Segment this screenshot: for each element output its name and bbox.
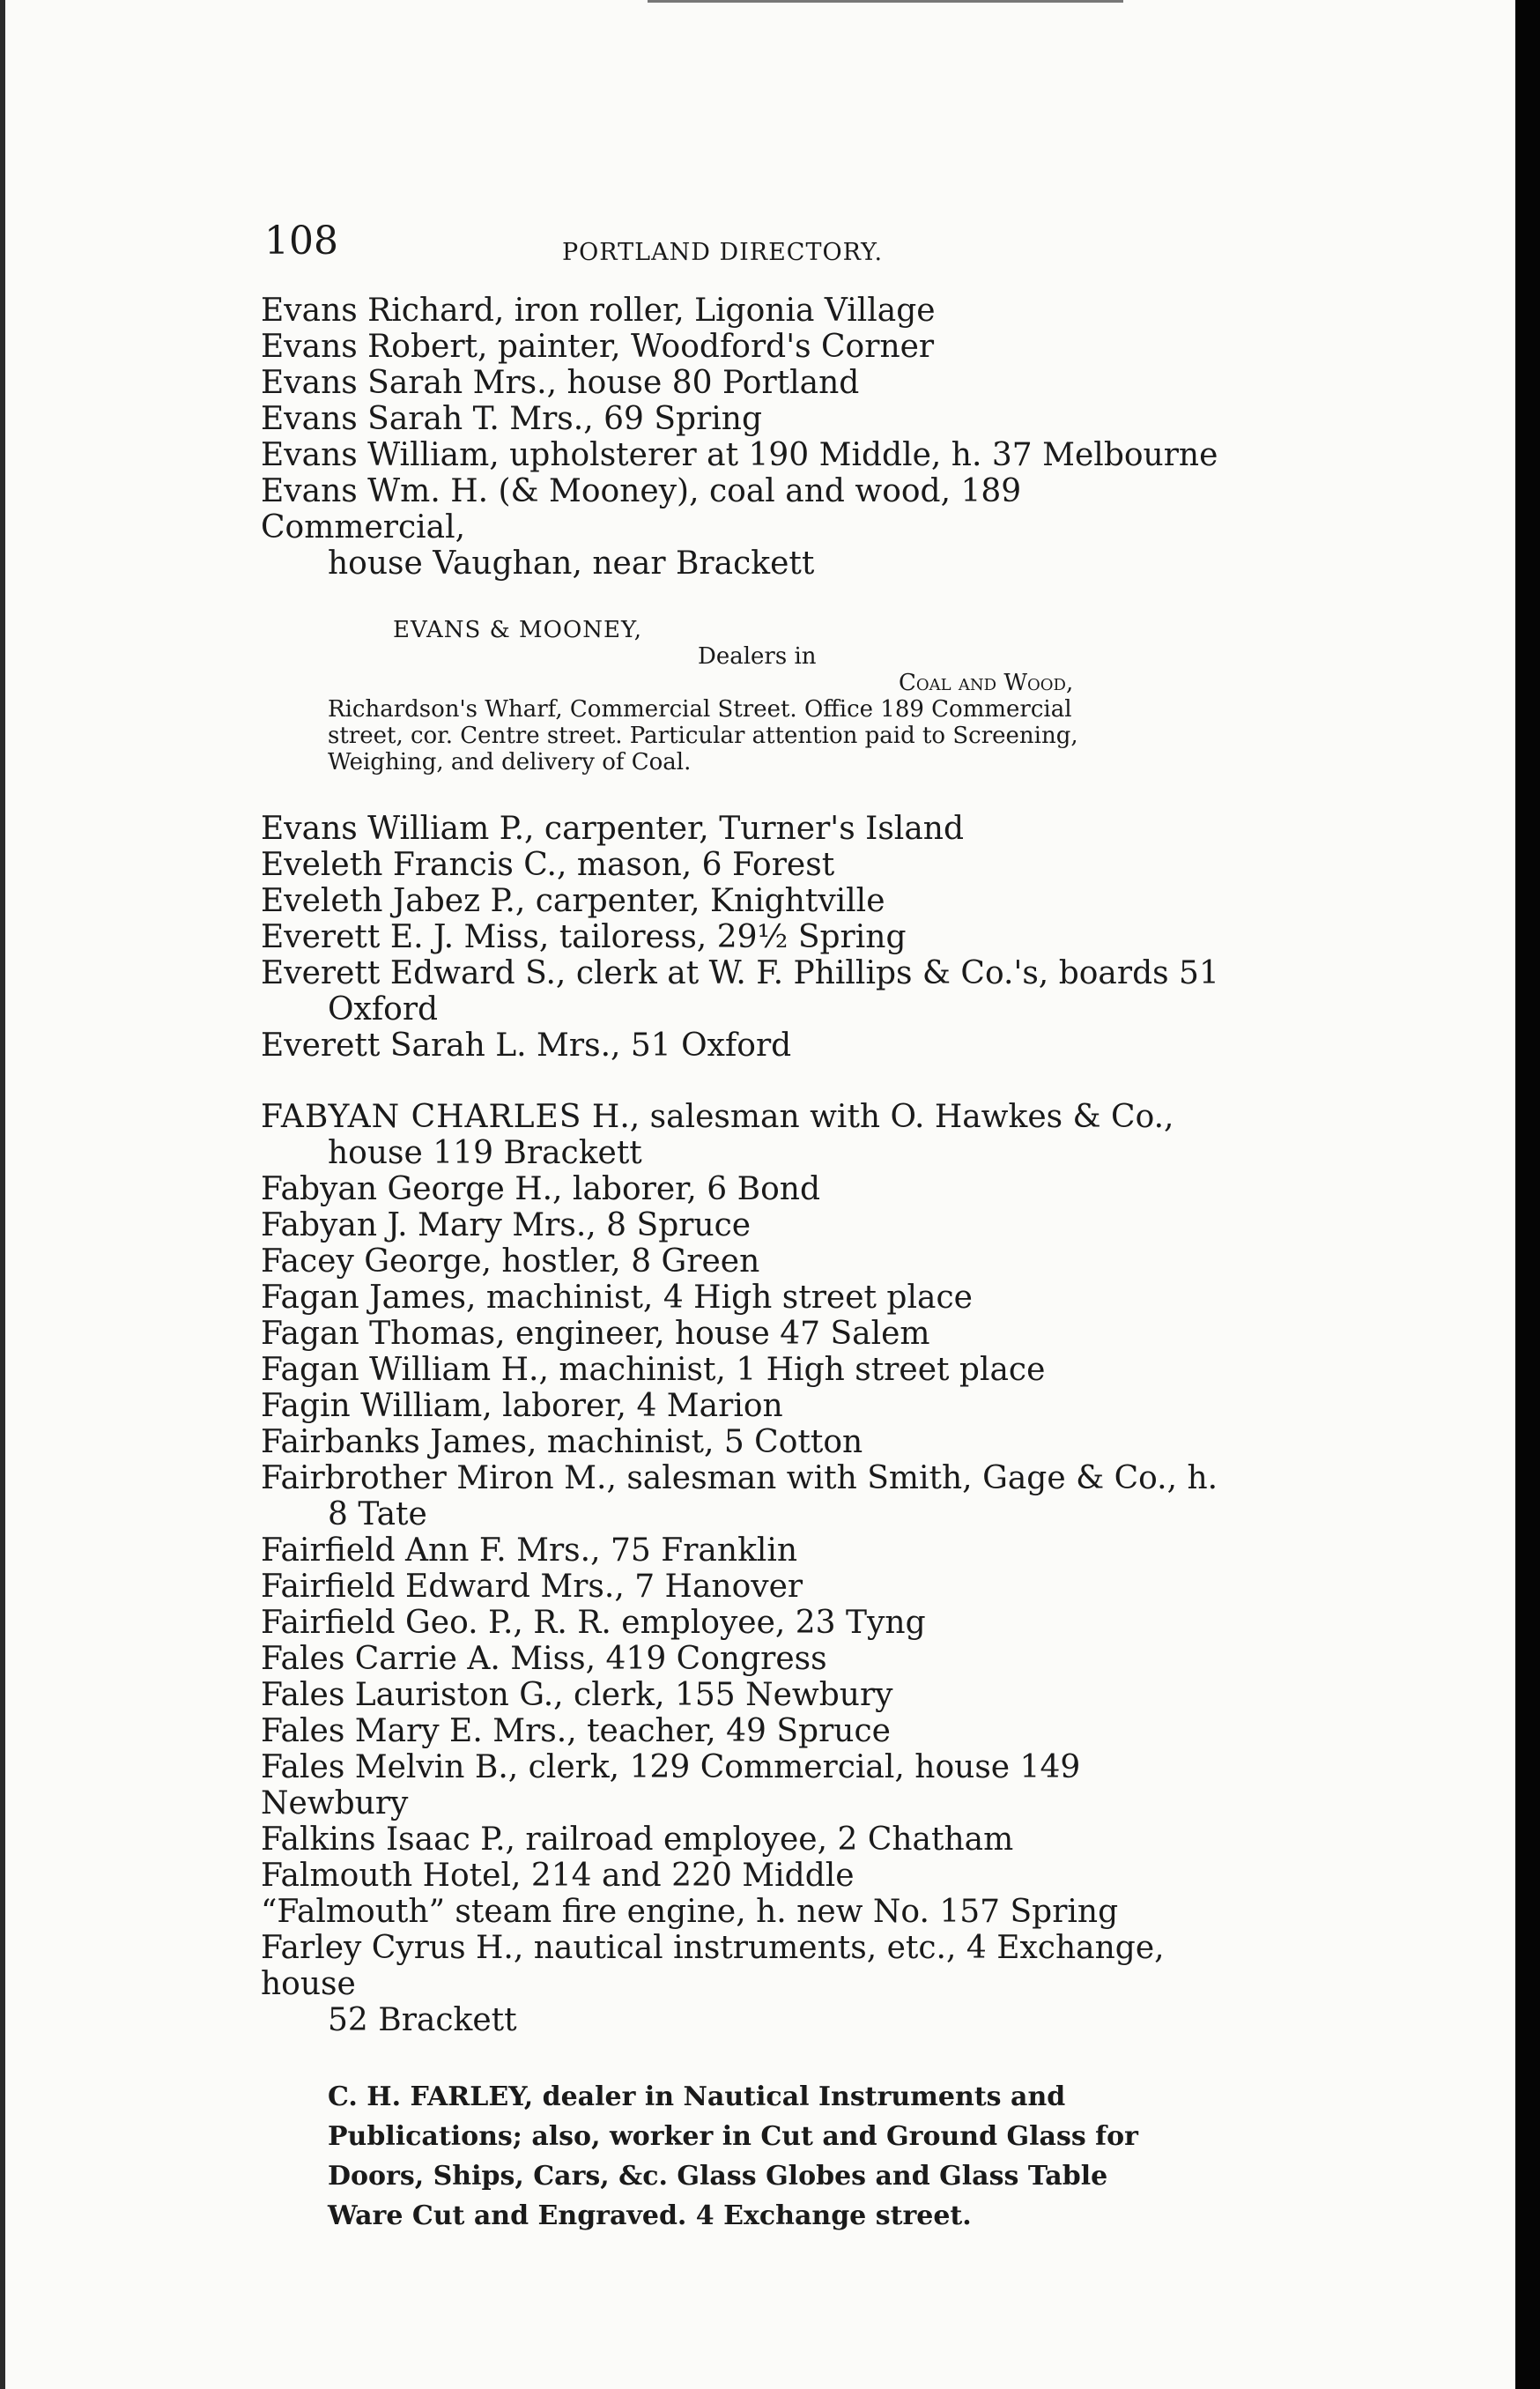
entry-continuation: 8 Tate [328,1496,427,1532]
directory-entry [261,1821,1226,1858]
directory-entry [261,1388,1226,1424]
directory-entry [261,811,1226,847]
ad-coal-and-wood: Coal and Wood, [899,670,1074,696]
entry-text: Fagan William H., machinist, 1 High street place [261,1352,1046,1388]
advertisement-farley [328,2077,1156,2236]
advertisement-evans-mooney [328,617,1152,775]
entry-text: Everett Sarah L. Mrs., 51 Oxford [261,1028,792,1064]
directory-entry [261,1677,1226,1713]
entry-text: Fabyan J. Mary Mrs., 8 Spruce [261,1207,751,1243]
entry-text: Fabyan George H., laborer, 6 Bond [261,1171,820,1207]
entry-text: Evans Robert, painter, Woodford's Corner [261,329,935,365]
entries-evans-everett [261,811,1226,1064]
directory-entry [261,1858,1226,1894]
directory-entry [261,1894,1226,1930]
running-title: PORTLAND DIRECTORY. [562,239,884,266]
entry-text: Fales Carrie A. Miss, 419 Congress [261,1641,827,1677]
entry-text: Evans Sarah T. Mrs., 69 Spring [261,401,763,437]
entry-continuation: house 119 Brackett [328,1135,642,1171]
directory-entry [261,1749,1226,1821]
entry-text: Fagan James, machinist, 4 High street place [261,1280,973,1316]
ad-firm-name: EVANS & MOONEY, [393,617,643,643]
entry-text: Fairfield Edward Mrs., 7 Hanover [261,1569,803,1605]
entry-text: H., salesman with O. Hawkes & Co., [581,1099,1174,1135]
entry-text: Eveleth Jabez P., carpenter, Knightville [261,883,885,919]
directory-entry [261,1028,1226,1064]
entry-text: Fagin William, laborer, 4 Marion [261,1388,783,1424]
ad-body-text: Richardson's Wharf, Commercial Street. Office 189 Commercial street, cor. Centre street. Particular attention paid to Screening, Weighing, and delivery of Coal. [328,696,1078,775]
entry-text: Falmouth Hotel, 214 and 220 Middle [261,1858,855,1894]
entry-continuation: house Vaughan, near Brackett [328,545,815,582]
entry-text: Evans Richard, iron roller, Ligonia Village [261,293,936,329]
scan-edge-left [0,0,5,2389]
entry-text: Eveleth Francis C., mason, 6 Forest [261,847,835,883]
directory-entry [261,1280,1226,1316]
entry-text: Fagan Thomas, engineer, house 47 Salem [261,1316,930,1352]
entry-continuation: Oxford [328,991,439,1028]
directory-entry [261,919,1226,955]
entry-text: Fales Lauriston G., clerk, 155 Newbury [261,1677,893,1713]
entry-text: Fairfield Ann F. Mrs., 75 Franklin [261,1532,798,1569]
entries-evans [261,293,1226,582]
ad2-body-text: C. H. FARLEY, dealer in Nautical Instruments and Publications; also, worker in Cut and Ground Glass for Doors, Ships, Cars, &c. Glass Globes and Glass Table Ware Cut and Engraved. 4 Exchange street. [328,2081,1138,2231]
directory-entry [261,883,1226,919]
entry-text: Fairbanks James, machinist, 5 Cotton [261,1424,863,1460]
directory-entry [261,401,1226,437]
entry-text: Fales Mary E. Mrs., teacher, 49 Spruce [261,1713,891,1749]
directory-entry [261,1641,1226,1677]
directory-entry [261,847,1226,883]
directory-entry [261,473,1226,582]
entry-text: Everett Edward S., clerk at W. F. Phillips & Co.'s, boards 51 [261,955,1219,991]
directory-entry [261,1243,1226,1280]
directory-entry [261,1424,1226,1460]
page-number: 108 [264,219,338,263]
entry-text: Facey George, hostler, 8 Green [261,1243,760,1280]
directory-entry [261,1713,1226,1749]
directory-entry [261,955,1226,1028]
directory-entry [261,1569,1226,1605]
page-header [261,219,1226,293]
entry-text: Fairfield Geo. P., R. R. employee, 23 Tyng [261,1605,926,1641]
entry-text: Evans William, upholsterer at 190 Middle, h. 37 Melbourne [261,437,1218,473]
entry-text: Farley Cyrus H., nautical instruments, etc., 4 Exchange, house [261,1930,1165,2002]
directory-entry [261,1930,1226,2038]
entry-text: Evans Sarah Mrs., house 80 Portland [261,365,860,401]
scan-edge-right [1515,0,1540,2389]
directory-entry [261,1207,1226,1243]
directory-entry [261,437,1226,473]
directory-entry [261,293,1226,329]
directory-entry [261,1352,1226,1388]
entry-fabyan-charles [261,1099,1226,1171]
entry-continuation: 52 Brackett [328,2002,517,2038]
entry-text: Fairbrother Miron M., salesman with Smith, Gage & Co., h. [261,1460,1218,1496]
entry-name-caps: FABYAN CHARLES [261,1099,582,1135]
entry-text: Everett E. J. Miss, tailoress, 29½ Spring [261,919,907,955]
directory-page [261,219,1226,2236]
directory-entry [261,1316,1226,1352]
directory-entry [261,1171,1226,1207]
entry-text: Evans Wm. H. (& Mooney), coal and wood, 189 Commercial, [261,473,1022,545]
ad-dealers-in: Dealers in [698,643,817,670]
entry-text: Fales Melvin B., clerk, 129 Commercial, house 149 Newbury [261,1749,1081,1821]
directory-entry [261,329,1226,365]
top-rule [648,0,1123,3]
entries-fabyan-farley [261,1171,1226,2038]
entry-text: Falkins Isaac P., railroad employee, 2 Chatham [261,1821,1014,1858]
directory-entry [261,1460,1226,1532]
directory-entry [261,1532,1226,1569]
directory-entry [261,365,1226,401]
entry-text: Evans William P., carpenter, Turner's Island [261,811,965,847]
directory-entry [261,1605,1226,1641]
entry-text: “Falmouth” steam fire engine, h. new No. 157 Spring [261,1894,1119,1930]
